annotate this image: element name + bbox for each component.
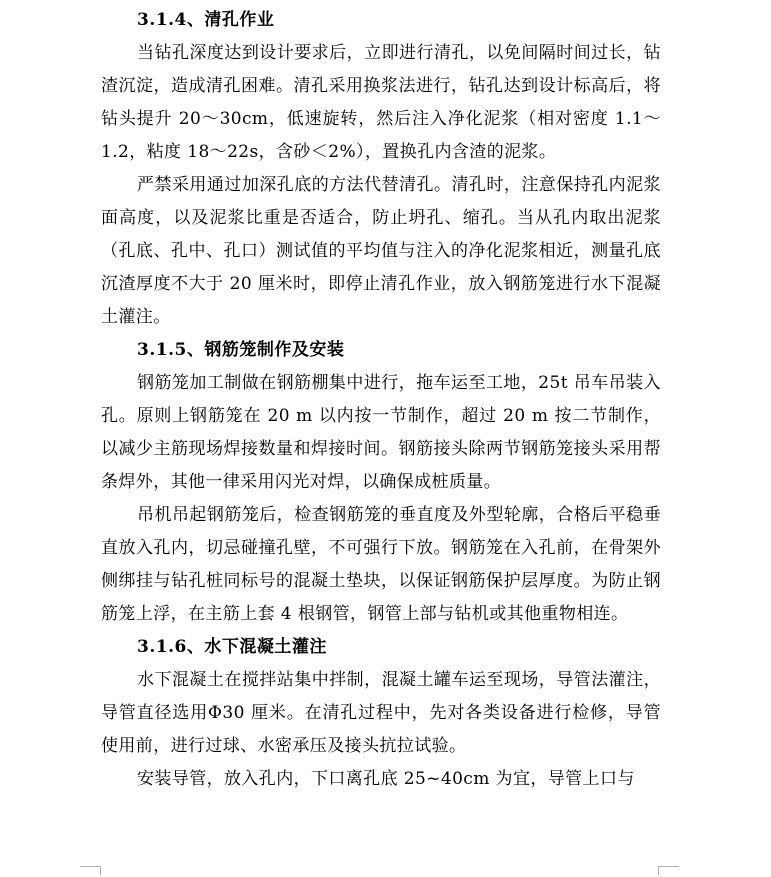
- document-body: [101, 4, 661, 796]
- page-margin-corner-mark-right: [658, 866, 679, 875]
- section-3-1-6: [101, 631, 661, 796]
- paragraph: 安装导管，放入孔内，下口离孔底 25~40cm 为宜，导管上口与: [137, 769, 635, 789]
- paragraph: 水下混凝土在搅拌站集中拌制，混凝土罐车运至现场，导管法灌注，导管直径选用Φ30 厘米。在清孔过程中，先对各类设备进行检修，导管使用前，进行过球、水密承压及接头抗拉试验。: [101, 670, 661, 756]
- paragraph: 当钻孔深度达到设计要求后，立即进行清孔，以免间隔时间过长，钻渣沉淀，造成清孔困难。清孔采用换浆法进行，钻孔达到设计标高后，将钻头提升 20～30cm，低速旋转，然后注入净化泥浆（相对密度 1.1～1.2，粘度 18～22s，含砂＜2%），置换孔内含渣的泥浆。: [101, 43, 661, 162]
- section-heading: 3.1.6、水下混凝土灌注: [137, 637, 327, 657]
- section-3-1-5: [101, 334, 661, 631]
- page-margin-corner-mark-left: [80, 866, 101, 875]
- paragraph: 严禁采用通过加深孔底的方法代替清孔。清孔时，注意保持孔内泥浆面高度，以及泥浆比重是否适合，防止坍孔、缩孔。当从孔内取出泥浆（孔底、孔中、孔口）测试值的平均值与注入的净化泥浆相近，测量孔底沉渣厚度不大于 20 厘米时，即停止清孔作业，放入钢筋笼进行水下混凝土灌注。: [101, 175, 661, 327]
- paragraph: 钢筋笼加工制做在钢筋棚集中进行，拖车运至工地，25t 吊车吊装入孔。原则上钢筋笼在 20 m 以内按一节制作，超过 20 m 按二节制作，以减少主筋现场焊接数量和焊接时间。钢筋接头除两节钢筋笼接头采用帮条焊外，其他一律采用闪光对焊，以确保成桩质量。: [101, 373, 661, 492]
- section-heading: 3.1.5、钢筋笼制作及安装: [137, 340, 345, 360]
- section-heading: 3.1.4、清孔作业: [137, 10, 275, 30]
- section-3-1-4: [101, 4, 661, 334]
- paragraph: 吊机吊起钢筋笼后，检查钢筋笼的垂直度及外型轮廓，合格后平稳垂直放入孔内，切忌碰撞孔壁，不可强行下放。钢筋笼在入孔前，在骨架外侧绑挂与钻孔桩同标号的混凝土垫块，以保证钢筋保护层厚度。为防止钢筋笼上浮，在主筋上套 4 根钢管，钢管上部与钻机或其他重物相连。: [101, 505, 661, 624]
